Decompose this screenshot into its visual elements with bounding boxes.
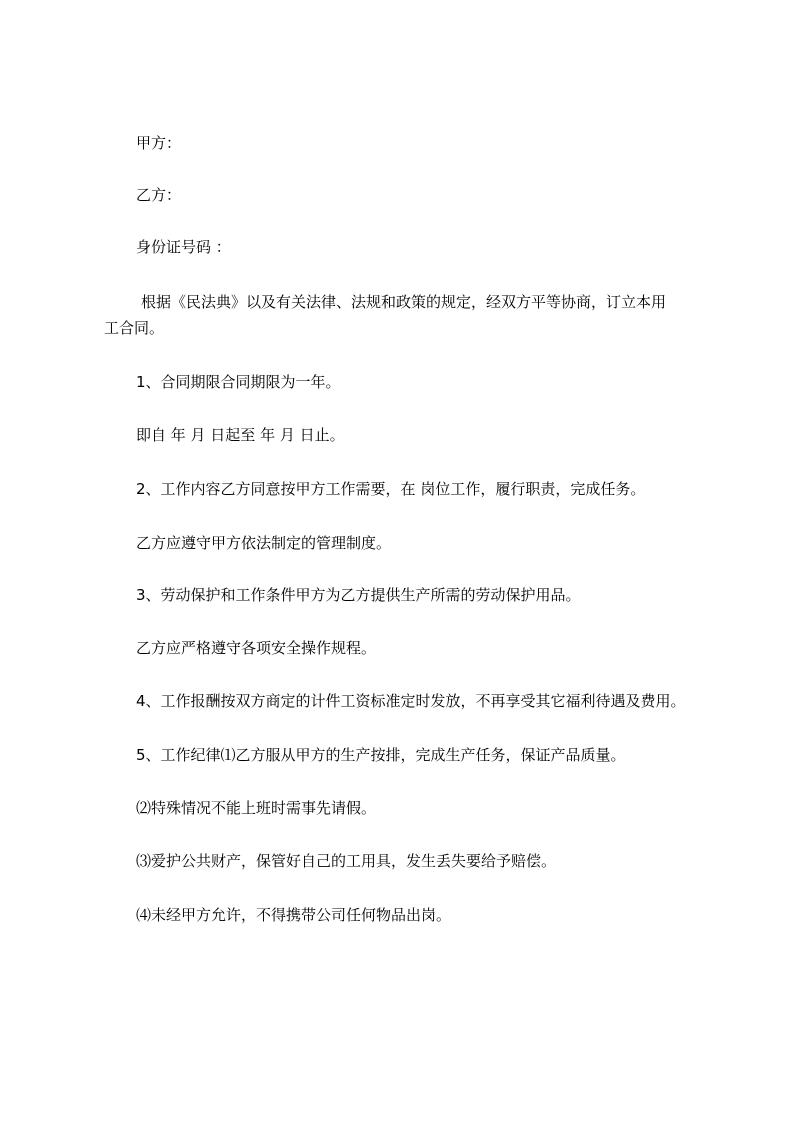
id-number-label: 身份证号码 ： xyxy=(136,238,231,256)
clause-1-detail: 即自 年 月 日起至 年 月 日止。 xyxy=(136,426,345,444)
clause-4-title: 4、工作报酬按双方商定的计件工资标准定时发放，不再享受其它福利待遇及费用。 xyxy=(136,692,686,710)
clause-1-title: 1、合同期限合同期限为一年。 xyxy=(136,373,341,391)
clause-5-title: 5、工作纪律⑴乙方服从甲方的生产按排，完成生产任务，保证产品质量。 xyxy=(136,746,626,764)
clause-5-item-4: ⑷未经甲方允许，不得携带公司任何物品出岗。 xyxy=(136,906,452,924)
clause-3-title: 3、劳动保护和工作条件甲方为乙方提供生产所需的劳动保护用品。 xyxy=(136,586,581,604)
preamble-line-2: 工合同。 xyxy=(104,319,165,337)
clause-2-detail: 乙方应遵守甲方依法制定的管理制度。 xyxy=(136,534,392,552)
clause-2-title: 2、工作内容乙方同意按甲方工作需要，在 岗位工作，履行职责，完成任务。 xyxy=(136,480,646,498)
clause-5-item-2: ⑵特殊情况不能上班时需事先请假。 xyxy=(136,799,377,817)
clause-3-detail: 乙方应严格遵守各项安全操作规程。 xyxy=(136,639,377,657)
party-a-label: 甲方： xyxy=(136,134,182,152)
preamble-line-1: 根据《民法典》以及有关法律、法规和政策的规定，经双方平等协商，订立本用 xyxy=(141,293,667,311)
clause-5-item-3: ⑶爱护公共财产，保管好自己的工用具，发生丢失要给予赔偿。 xyxy=(136,852,557,870)
party-b-label: 乙方： xyxy=(136,186,182,204)
